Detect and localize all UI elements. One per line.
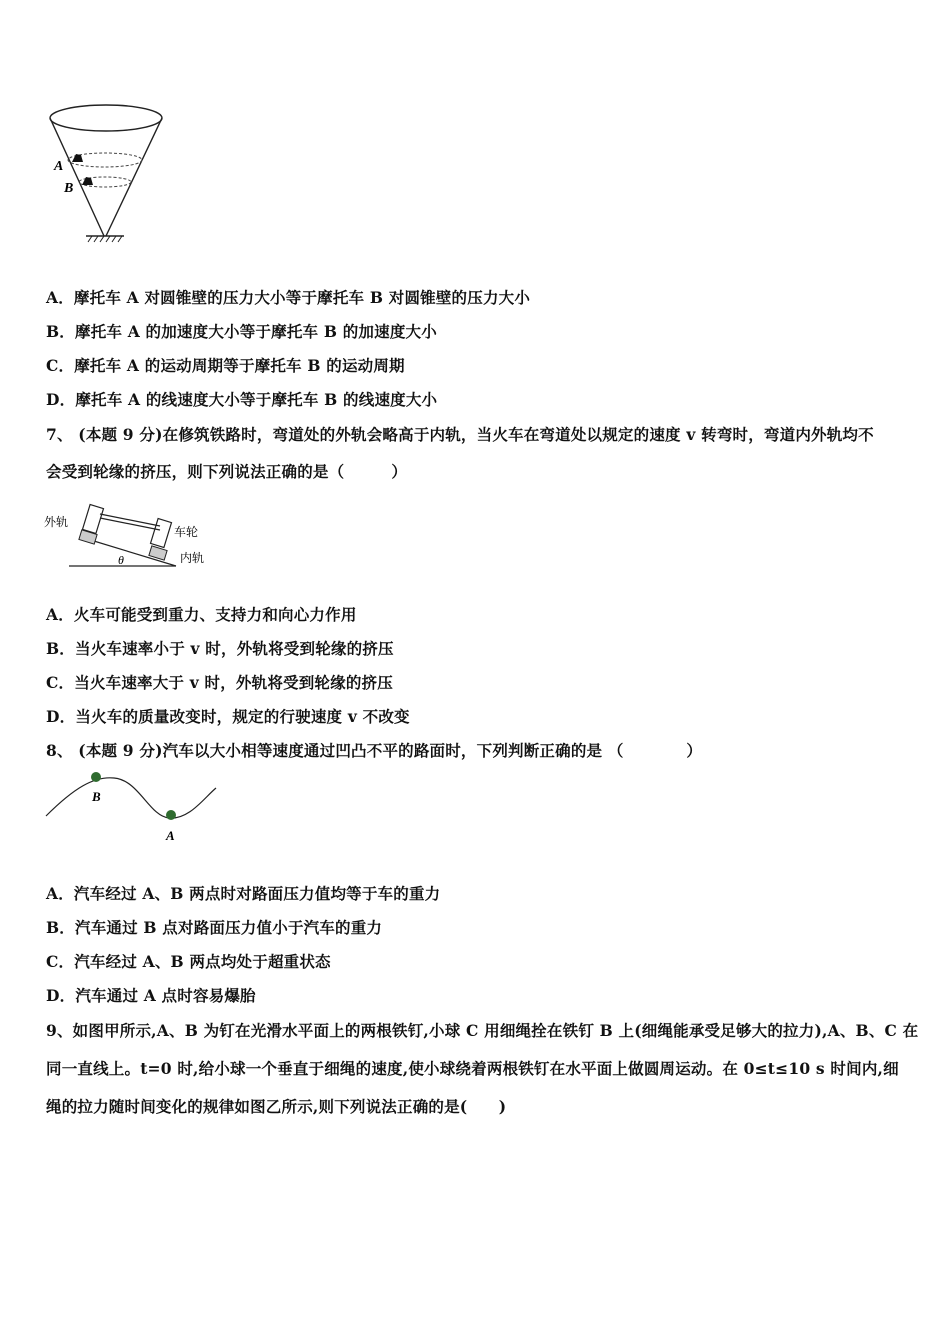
ground-hatch [88,236,122,242]
label-wheel: 车轮 [174,525,199,539]
q8-option-d: D．汽车通过 A 点时容易爆胎 [46,986,256,1005]
cone-rim [50,105,162,131]
outer-rail [79,530,97,544]
road-curve [46,778,216,818]
label-b: B [64,181,74,196]
q8-option-a: A．汽车经过 A、B 两点时对路面压力值均等于车的重力 [46,884,441,903]
label-a: A [166,828,175,843]
road-figure [44,768,219,846]
cone-figure [44,98,168,248]
outer-wheel [83,505,104,534]
label-a: A [54,159,64,174]
q6-option-b: B．摩托车 A 的加速度大小等于摩托车 B 的加速度大小 [46,322,437,341]
rail-figure [44,496,214,574]
q6-option-d: D．摩托车 A 的线速度大小等于摩托车 B 的线速度大小 [46,390,438,409]
q7-stem-line1: 7、 (本题 9 分)在修筑铁路时，弯道处的外轨会略高于内轨，当火车在弯道处以规定的速度 v 转弯时，弯道内外轨均不 [46,425,874,444]
q8-option-c: C．汽车经过 A、B 两点均处于超重状态 [46,952,331,971]
q7-stem-line2: 会受到轮缘的挤压，则下列说法正确的是（ ） [46,462,408,481]
q7-option-b: B．当火车速率小于 v 时，外轨将受到轮缘的挤压 [46,639,394,658]
q9-stem-line1: 9、如图甲所示,A、B 为钉在光滑水平面上的两根铁钉,小球 C 用细绳拴在铁钉 B 上(细绳能承受足够大的拉力),A、B、C 在 [46,1021,919,1040]
q7-option-c: C．当火车速率大于 v 时，外轨将受到轮缘的挤压 [46,673,393,692]
q9-stem-line2: 同一直线上。t=0 时,给小球一个垂直于细绳的速度,使小球绕着两根铁钉在水平面上做圆周运动。在 0≤t≤10 s 时间内,细 [46,1059,899,1078]
inner-wheel [151,519,172,548]
q9-stem-line3: 绳的拉力随时间变化的规律如图乙所示,则下列说法正确的是( ) [46,1097,507,1116]
label-angle: θ [118,553,124,567]
car-a-icon [166,810,176,820]
label-outer-rail: 外轨 [44,515,69,529]
q7-option-a: A．火车可能受到重力、支持力和向心力作用 [46,605,357,624]
q6-option-c: C．摩托车 A 的运动周期等于摩托车 B 的运动周期 [46,356,405,375]
motorcycle-a-icon [72,154,83,162]
label-b: B [92,789,101,804]
car-b-icon [91,772,101,782]
label-inner-rail: 内轨 [180,551,205,565]
q8-stem: 8、 (本题 9 分)汽车以大小相等速度通过凹凸不平的路面时，下列判断正确的是 （ ） [46,741,703,760]
q7-option-d: D．当火车的质量改变时，规定的行驶速度 v 不改变 [46,707,410,726]
q8-option-b: B．汽车通过 B 点对路面压力值小于汽车的重力 [46,918,383,937]
q6-option-a: A．摩托车 A 对圆锥壁的压力大小等于摩托车 B 对圆锥壁的压力大小 [46,288,531,307]
